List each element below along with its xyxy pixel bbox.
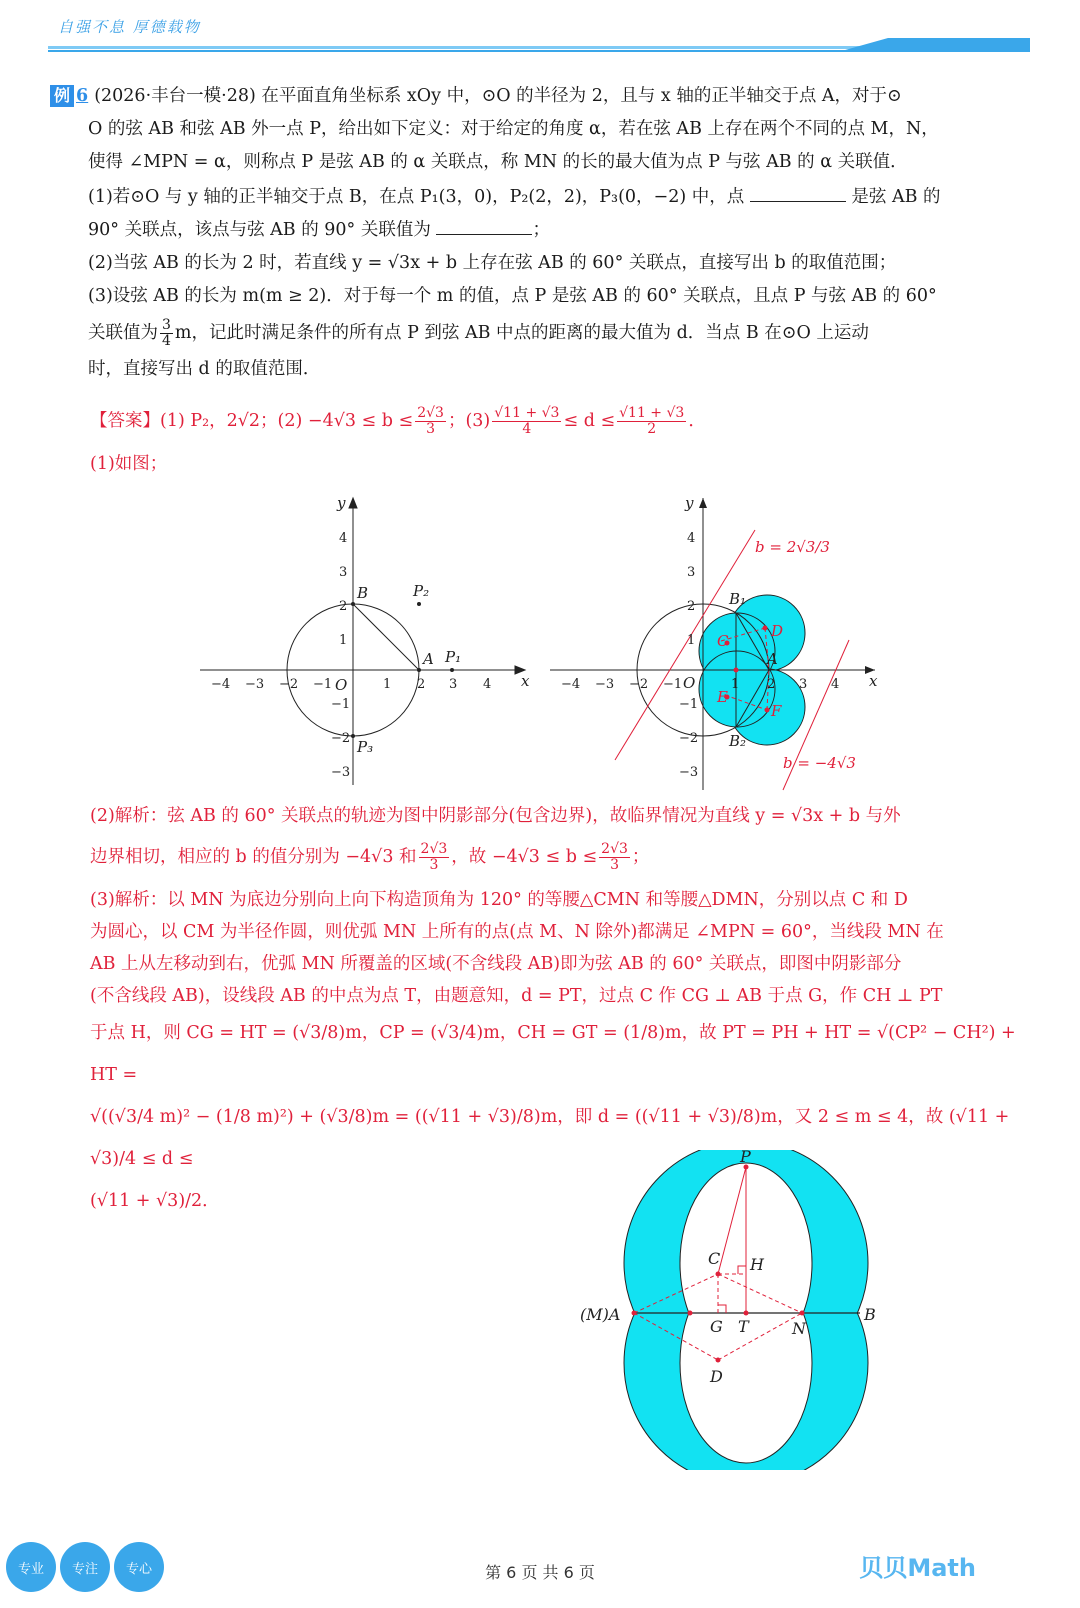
fig1-label-P2: P₂ [413, 582, 430, 600]
fig1-label-A: A [423, 650, 434, 668]
fig2-ytick: −1 [679, 697, 699, 712]
fig2-xtick: −1 [663, 677, 683, 692]
fig1-ytick: −1 [331, 697, 351, 712]
fig1-xtick: 1 [383, 677, 392, 692]
answer-part-4: ． [688, 411, 706, 431]
fig2-label-A: A [767, 650, 778, 668]
figure-1-coordinate-plane [195, 490, 535, 790]
fig2-line-top-label: b = 2√3/3 [755, 538, 830, 556]
answer-frac-1: $\frac{2√3}{3}$ [417, 405, 444, 437]
answer-frac-2: $\frac{√11 + √3}{4}$ [494, 405, 560, 437]
fig1-label-P1: P₁ [445, 648, 462, 666]
fig1-ytick: −3 [331, 765, 351, 780]
fig2-ytick: 4 [687, 531, 696, 546]
question-2: (2)当弦 AB 的长为 2 时，若直线 y = √3x + b 上存在弦 AB 的 60° 关联点，直接写出 b 的取值范围； [88, 253, 897, 273]
question-3-text-b1: 关联值为 [88, 323, 158, 343]
answer-line [90, 400, 1020, 442]
footer-badge-2: 专注 [60, 1542, 110, 1592]
header-bar [48, 38, 1030, 54]
fig2-label-C: C [717, 632, 729, 650]
fig1-xtick: −2 [279, 677, 299, 692]
solution-3-line-5: 于点 H，则 CG = HT = (√3/8)m，CP = (√3/4)m，CH = GT = (1/8)m，故 PT = PH + HT = √(CP² − CH²) + HT = [90, 1023, 1016, 1085]
answer-part-3: ≤ d ≤ [563, 411, 616, 431]
page-number: 第 6 页 共 6 页 [485, 1563, 595, 1582]
fig1-axis-x: x [521, 672, 530, 690]
question-1-text-d: ； [532, 220, 550, 240]
brand-logo: 贝贝Math [859, 1554, 976, 1582]
question-3-line-3: 时，直接写出 d 的取值范围． [88, 359, 321, 379]
problem-line-3: 使得 ∠MPN = α，则称点 P 是弦 AB 的 α 关联点，称 MN 的长的最大值为点 P 与弦 AB 的 α 关联值． [88, 152, 908, 172]
solution-2-line-1: (2)解析：弦 AB 的 60° 关联点的轨迹为图中阴影部分(包含边界)，故临界情况为直线 y = √3x + b 与外 [90, 806, 901, 826]
solution-2-line-2: 边界相切，相应的 b 的值分别为 −4√3 和 $\frac{2√3}{3}$ ，故 −4√3 ≤ b ≤ $\frac{2√3}{3}$ ； [90, 841, 650, 873]
problem-text-1: (2026·丰台一模·28) 在平面直角坐标系 xOy 中，⊙O 的半径为 2，且与 x 轴的正半轴交于点 A，对于⊙ [94, 86, 902, 106]
question-1-text-b: 是弦 AB 的 [851, 187, 941, 207]
header-motto: 自强不息 厚德载物 [58, 18, 201, 36]
fig3-label-D: D [710, 1367, 723, 1386]
question-1-line-1 [50, 181, 1020, 214]
fig1-xtick: −3 [245, 677, 265, 692]
fig3-label-P: P [740, 1150, 751, 1166]
fig3-label-B: B [864, 1305, 876, 1324]
fig1-xtick: 2 [417, 677, 426, 692]
fig1-ytick: 3 [339, 565, 348, 580]
question-1-text-c: 90° 关联点，该点与弦 AB 的 90° 关联值为 [88, 220, 431, 240]
fig1-ytick: 2 [339, 599, 348, 614]
fig2-xtick: 3 [799, 677, 808, 692]
fig1-ytick: −2 [331, 731, 351, 746]
fig3-label-H: H [750, 1255, 764, 1274]
fig2-ytick: −2 [679, 731, 699, 746]
fig3-label-N: N [792, 1319, 806, 1338]
fig1-ytick: 1 [339, 633, 348, 648]
fig2-xtick: −3 [595, 677, 615, 692]
figure-note: (1)如图； [90, 454, 168, 474]
solution-3-line-4: (不含线段 AB)，设线段 AB 的中点为点 T，由题意知，d = PT，过点 C 作 CG ⊥ AB 于点 G，作 CH ⊥ PT [90, 986, 943, 1006]
footer-badge-3: 专心 [114, 1542, 164, 1592]
fig1-origin: O [335, 676, 348, 694]
fig1-xtick: 3 [449, 677, 458, 692]
fig3-label-T: T [738, 1317, 749, 1336]
figure-2-shaded-region [545, 490, 885, 800]
problem-block [50, 80, 1020, 386]
problem-line-2: O 的弦 AB 和弦 AB 外一点 P，给出如下定义：对于给定的角度 α，若在弦 AB 上存在两个不同的点 M，N， [88, 119, 939, 139]
example-number: 6 [76, 86, 89, 106]
fraction-3-4: $\frac{3}{4}$ [162, 317, 171, 349]
fig3-label-C: C [708, 1249, 721, 1268]
fig1-label-P3: P₃ [357, 738, 374, 756]
fig2-xtick: 1 [731, 677, 740, 692]
solution-3-line-6: √((√3/4 m)² − (1/8 m)²) + (√3/8)m = ((√11 + √3)/8)m，即 d = ((√11 + √3)/8)m，又 2 ≤ m ≤ 4，故 (√11 + √3)/4 ≤ d ≤ [90, 1107, 1010, 1169]
question-1-line-2 [50, 214, 1020, 247]
question-3-text-b2: m，记此时满足条件的所有点 P 到弦 AB 中点的距离的最大值为 d．当点 B 在⊙O 上运动 [174, 323, 869, 343]
fig2-ytick: 3 [687, 565, 696, 580]
answer-part-2: ；(3) [447, 411, 491, 431]
answer-part-1: (1) P₂，2√2；(2) −4√3 ≤ b ≤ [160, 411, 414, 431]
fig2-axis-x: x [869, 672, 878, 690]
fig2-xtick: 2 [767, 677, 776, 692]
example-badge: 例 [50, 85, 74, 107]
answer-frac-3: $\frac{√11 + √3}{2}$ [619, 405, 685, 437]
fig2-ytick: −3 [679, 765, 699, 780]
problem-line-1 [50, 80, 1020, 113]
fig2-xtick: 4 [831, 677, 840, 692]
fig2-line-bottom-label: b = −4√3 [783, 754, 856, 772]
fig2-ytick: 1 [687, 633, 696, 648]
answer-blank-1[interactable] [750, 185, 846, 202]
fig1-xtick: −1 [313, 677, 333, 692]
fig3-label-G: G [710, 1317, 723, 1336]
fig2-label-D: D [771, 622, 784, 640]
solution-3-line-7: (√11 + √3)/2． [90, 1191, 220, 1211]
question-3-line-2 [50, 313, 1020, 353]
fig2-axis-y: y [685, 494, 694, 512]
fig2-ytick: 2 [687, 599, 696, 614]
fig1-label-B: B [357, 584, 369, 602]
fig2-xtick: −2 [629, 677, 649, 692]
solution-3-line-2: 为圆心，以 CM 为半径作圆，则优弧 MN 上所有的点(点 M、N 除外)都满足 ∠MPN = 60°，当线段 MN 在 [90, 922, 944, 942]
fig2-label-B1: B₁ [729, 590, 747, 608]
question-1-text-a: (1)若⊙O 与 y 轴的正半轴交于点 B，在点 P₁(3，0)，P₂(2，2)，P₃(0，−2) 中，点 [88, 187, 745, 207]
fig2-label-E: E [717, 688, 728, 706]
fig1-ytick: 4 [339, 531, 348, 546]
fig3-label-MA: (M)A [580, 1305, 621, 1324]
solution-3-line-3: AB 上从左移动到右，优弧 MN 所覆盖的区域(不含线段 AB)即为弦 AB 的 60° 关联点，即图中阴影部分 [90, 954, 902, 974]
question-3-line-1: (3)设弦 AB 的长为 m(m ≥ 2)．对于每一个 m 的值，点 P 是弦 AB 的 60° 关联点，且点 P 与弦 AB 的 60° [88, 286, 937, 306]
fig2-origin: O [683, 674, 696, 692]
answer-label: 【答案】 [90, 411, 160, 431]
solution-3-line-1: (3)解析：以 MN 为底边分别向上向下构造顶角为 120° 的等腰△CMN 和等腰△DMN，分别以点 C 和 D [90, 890, 908, 910]
fig1-xtick: 4 [483, 677, 492, 692]
fig2-xtick: −4 [561, 677, 581, 692]
fig2-label-B2: B₂ [729, 732, 747, 750]
figure-3-construction [570, 1150, 910, 1470]
fig1-axis-y: y [337, 494, 346, 512]
fig1-xtick: −4 [211, 677, 231, 692]
answer-blank-2[interactable] [436, 218, 532, 235]
fig2-label-F: F [771, 702, 782, 720]
footer-badge-1: 专业 [6, 1542, 56, 1592]
